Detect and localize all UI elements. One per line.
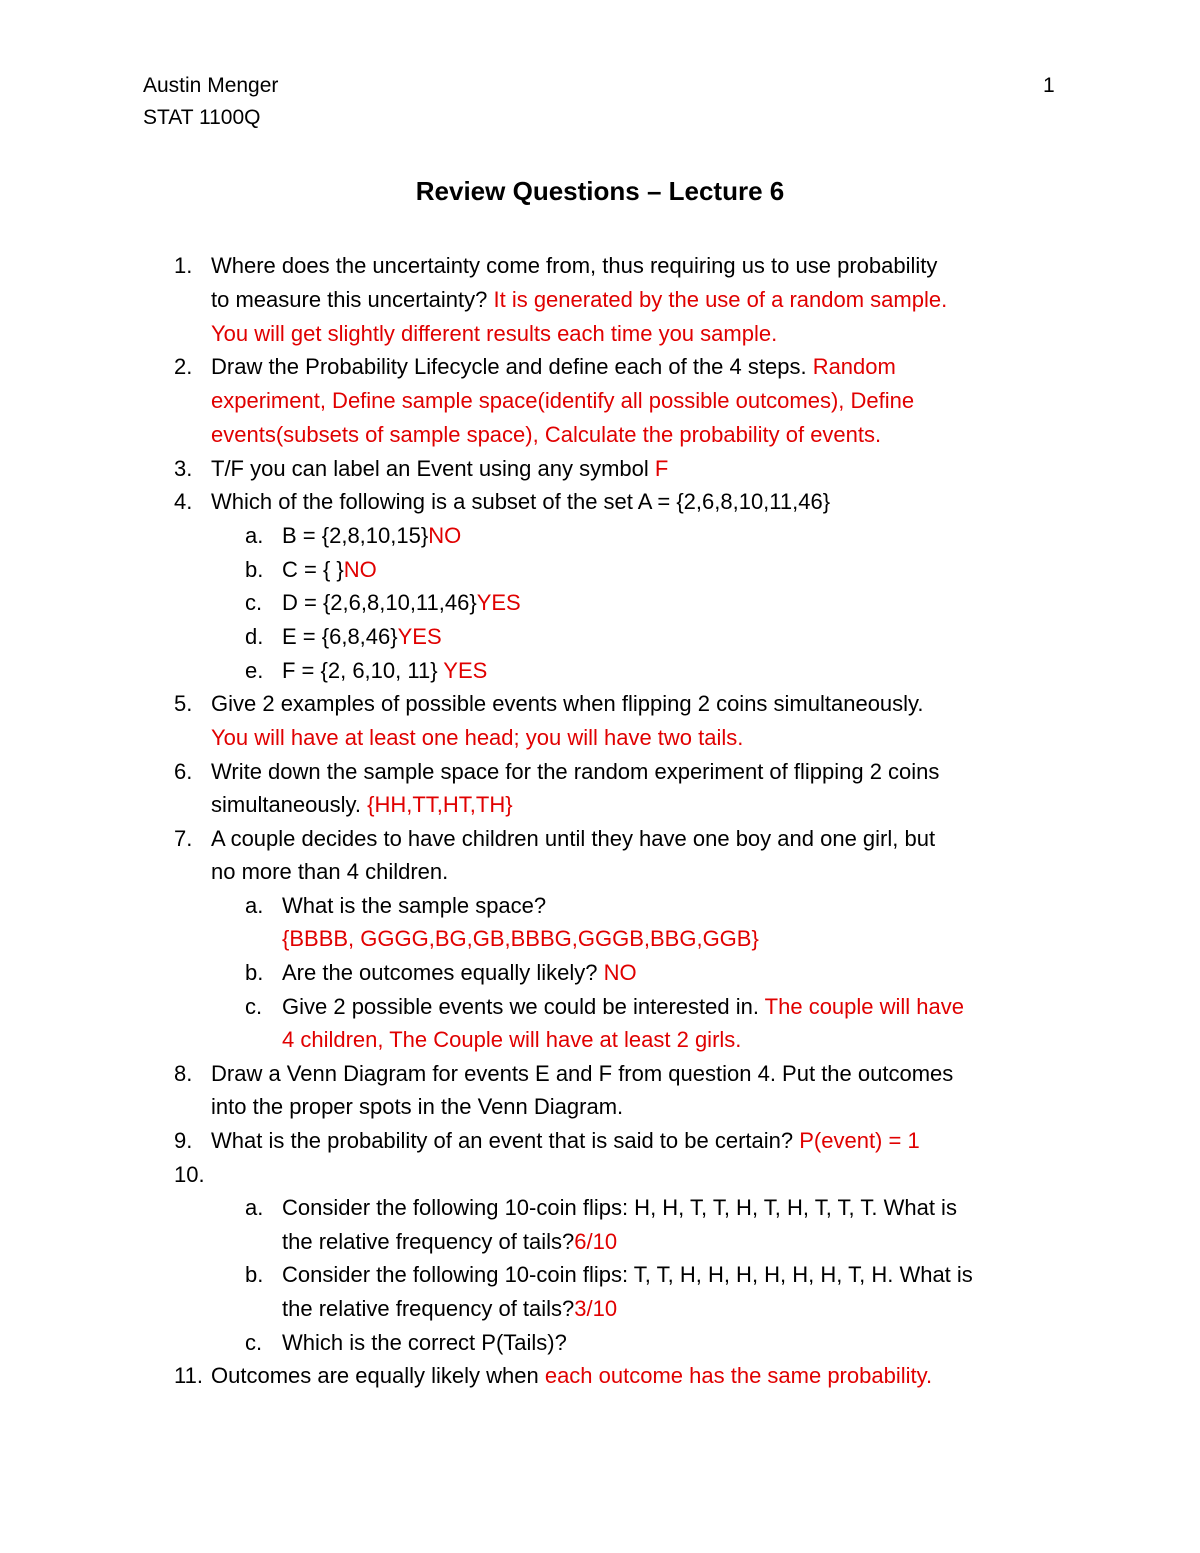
question-number: 6.	[174, 759, 193, 784]
question-number: 9.	[174, 1128, 193, 1153]
subquestion-label: b.	[245, 557, 264, 582]
subquestion-text: E = {6,8,46}YES	[282, 624, 442, 649]
answer-text: It is generated by the use of a random sample.	[493, 287, 948, 312]
question-number: 10.	[174, 1162, 205, 1187]
question-text: A couple decides to have children until they have one boy and one girl, but	[211, 826, 936, 851]
subquestion-text: Give 2 possible events we could be interested in. The couple will have	[282, 994, 965, 1019]
subquestion-label: b.	[245, 960, 264, 985]
answer-text: 6/10	[574, 1229, 618, 1254]
subquestion-label: a.	[245, 523, 264, 548]
answer-text: P(event) = 1	[799, 1128, 920, 1153]
answer-text: NO	[603, 960, 637, 985]
answer-text: YES	[397, 624, 442, 649]
subquestion-text: D = {2,6,8,10,11,46}YES	[282, 590, 521, 615]
question-number: 2.	[174, 354, 193, 379]
answer-text: Random	[812, 354, 896, 379]
answer-text: NO	[343, 557, 377, 582]
subquestion-text: F = {2, 6,10, 11} YES	[282, 658, 488, 683]
answer-text: each outcome has the same probability.	[544, 1363, 933, 1388]
subquestion-label: e.	[245, 658, 264, 683]
page-number: 1	[1043, 74, 1055, 97]
answer-text: You will get slightly different results each time you sample.	[211, 321, 778, 346]
subquestion-text: B = {2,8,10,15}NO	[282, 523, 462, 548]
answer-text: The couple will have	[764, 994, 965, 1019]
question-text: Which of the following is a subset of the set A = {2,6,8,10,11,46}	[211, 489, 831, 514]
question-text: Draw a Venn Diagram for events E and F from question 4. Put the outcomes	[211, 1061, 954, 1086]
question-text: simultaneously. {HH,TT,HT,TH}	[211, 792, 513, 817]
author-name: Austin Menger	[143, 74, 279, 97]
course-code: STAT 1100Q	[143, 106, 261, 129]
subquestion-label: b.	[245, 1262, 264, 1287]
answer-text: F	[654, 456, 669, 481]
question-number: 7.	[174, 826, 193, 851]
question-text: no more than 4 children.	[211, 859, 449, 884]
question-text: Where does the uncertainty come from, thus requiring us to use probability	[211, 253, 938, 278]
answer-text: YES	[476, 590, 521, 615]
subquestion-label: a.	[245, 893, 264, 918]
answer-text: 4 children, The Couple will have at least 2 girls.	[282, 1027, 742, 1052]
question-text: Draw the Probability Lifecycle and define each of the 4 steps. Random	[211, 354, 896, 379]
answer-text: YES	[443, 658, 488, 683]
subquestion-label: a.	[245, 1195, 264, 1220]
answer-text: NO	[428, 523, 462, 548]
subquestion-text: Consider the following 10-coin flips: H, H, T, T, H, T, H, T, T, T. What is	[282, 1195, 957, 1220]
subquestion-label: d.	[245, 624, 264, 649]
question-text: Write down the sample space for the random experiment of flipping 2 coins	[211, 759, 940, 784]
answer-text: {BBBB, GGGG,BG,GB,BBBG,GGGB,BBG,GGB}	[282, 926, 759, 951]
answer-text: events(subsets of sample space), Calculate the probability of events.	[211, 422, 882, 447]
question-text: Give 2 examples of possible events when flipping 2 coins simultaneously.	[211, 691, 924, 716]
answer-text: You will have at least one head; you will have two tails.	[211, 725, 744, 750]
question-number: 3.	[174, 456, 193, 481]
subquestion-text: the relative frequency of tails?6/10	[282, 1229, 618, 1254]
subquestion-label: c.	[245, 590, 263, 615]
answer-text: 3/10	[574, 1296, 618, 1321]
question-number: 11.	[174, 1363, 203, 1388]
subquestion-text: the relative frequency of tails?3/10	[282, 1296, 618, 1321]
question-text: into the proper spots in the Venn Diagram.	[211, 1094, 624, 1119]
subquestion-text: Which is the correct P(Tails)?	[282, 1330, 567, 1355]
subquestion-text: C = { }NO	[282, 557, 377, 582]
subquestion-label: c.	[245, 1330, 263, 1355]
subquestion-text: Are the outcomes equally likely? NO	[282, 960, 637, 985]
question-number: 8.	[174, 1061, 193, 1086]
answer-text: experiment, Define sample space(identify all possible outcomes), Define	[211, 388, 915, 413]
question-number: 5.	[174, 691, 193, 716]
subquestion-text: Consider the following 10-coin flips: T, T, H, H, H, H, H, H, T, H. What is	[282, 1262, 973, 1287]
subquestion-text: What is the sample space?	[282, 893, 547, 918]
subquestion-label: c.	[245, 994, 263, 1019]
answer-text: {HH,TT,HT,TH}	[367, 792, 513, 817]
question-text: What is the probability of an event that is said to be certain? P(event) = 1	[211, 1128, 920, 1153]
question-text: to measure this uncertainty? It is generated by the use of a random sample.	[211, 287, 948, 312]
question-number: 1.	[174, 253, 193, 278]
document-title: Review Questions – Lecture 6	[415, 176, 785, 206]
question-text: Outcomes are equally likely when each outcome has the same probability.	[211, 1363, 933, 1388]
question-number: 4.	[174, 489, 193, 514]
question-text: T/F you can label an Event using any symbol F	[211, 456, 669, 481]
